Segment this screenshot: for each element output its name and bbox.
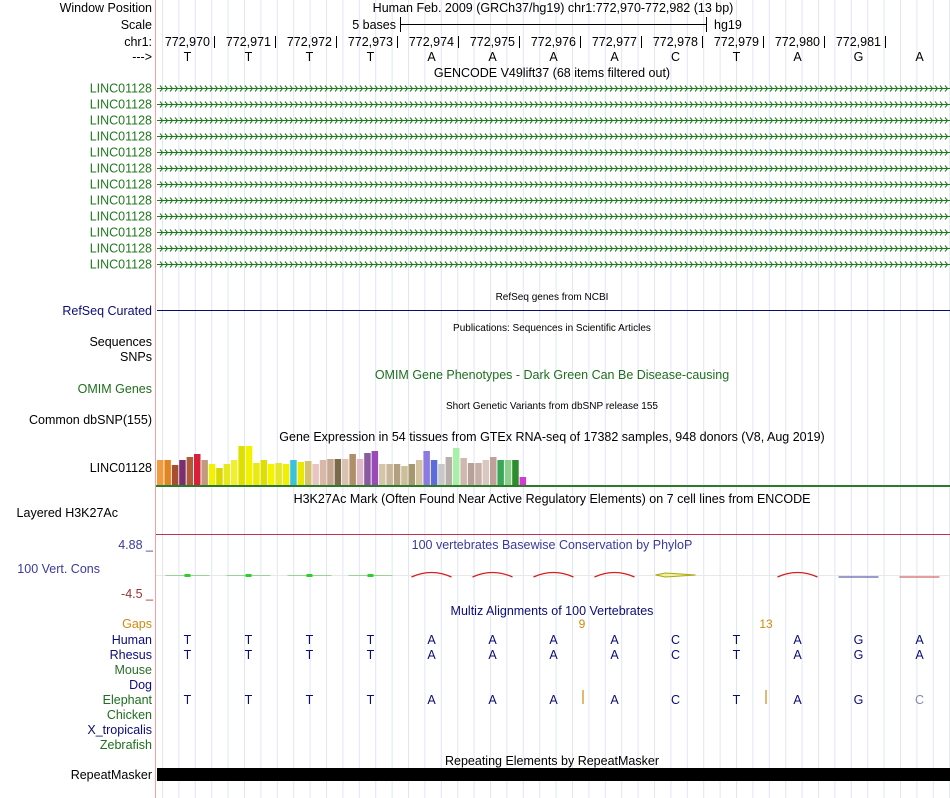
aligned-base: G bbox=[853, 693, 864, 707]
gencode-transcript[interactable] bbox=[157, 134, 950, 140]
cons-ymin: -4.5 _ bbox=[121, 587, 153, 601]
gtex-tissue-bar[interactable] bbox=[409, 464, 416, 485]
gtex-tissue-bar[interactable] bbox=[401, 466, 408, 485]
base-letter: G bbox=[853, 50, 864, 64]
ruler bbox=[165, 35, 886, 49]
ruler-position-label: 772,973 bbox=[347, 35, 393, 49]
gtex-label: LINC01128 bbox=[89, 461, 152, 475]
aligned-base: A bbox=[427, 693, 436, 707]
ruler-position-label: 772,977 bbox=[591, 35, 637, 49]
assembly-title: Human Feb. 2009 (GRCh37/hg19) chr1:772,970-772,982 (13 bp) bbox=[372, 1, 734, 15]
gencode-gene-label[interactable]: LINC01128 bbox=[89, 81, 152, 96]
gencode-gene-label[interactable]: LINC01128 bbox=[89, 97, 152, 112]
species-label: Elephant bbox=[102, 693, 152, 707]
gtex-tissue-bar[interactable] bbox=[179, 460, 186, 485]
cons-peak bbox=[368, 574, 374, 577]
gtex-bar-chart[interactable] bbox=[157, 446, 526, 485]
species-label: Rhesus bbox=[109, 648, 152, 662]
gtex-tissue-bar[interactable] bbox=[224, 464, 231, 485]
refseq-label: RefSeq Curated bbox=[62, 304, 152, 318]
gencode-gene-label[interactable]: LINC01128 bbox=[89, 241, 152, 256]
gencode-gene-label[interactable]: LINC01128 bbox=[89, 161, 152, 176]
ruler-position-label: 772,979 bbox=[713, 35, 759, 49]
species-label: Human bbox=[111, 633, 152, 647]
aligned-base: A bbox=[610, 633, 619, 647]
gencode-gene-label[interactable]: LINC01128 bbox=[89, 145, 152, 160]
gencode-transcript[interactable] bbox=[157, 230, 950, 236]
aligned-base: T bbox=[366, 633, 375, 647]
gtex-tissue-bar[interactable] bbox=[320, 460, 327, 485]
gencode-transcript[interactable] bbox=[157, 166, 950, 172]
gencode-title: GENCODE V49lift37 (68 items filtered out) bbox=[433, 66, 671, 80]
gaps-label: Gaps bbox=[122, 617, 152, 631]
gtex-tissue-bar[interactable] bbox=[187, 457, 194, 485]
repeatmasker-title: Repeating Elements by RepeatMasker bbox=[444, 754, 660, 768]
gtex-tissue-bar[interactable] bbox=[231, 460, 238, 485]
aligned-base: A bbox=[488, 648, 497, 662]
gtex-tissue-bar[interactable] bbox=[194, 454, 201, 485]
aligned-base: A bbox=[793, 648, 802, 662]
scale-text: 5 bases bbox=[352, 18, 396, 32]
aligned-base: C bbox=[914, 693, 925, 707]
base-letter: A bbox=[793, 50, 802, 64]
base-letter: A bbox=[549, 50, 558, 64]
cons-title: 100 vertebrates Basewise Conservation by PhyloP bbox=[411, 538, 693, 552]
aligned-base: T bbox=[305, 693, 314, 707]
gtex-tissue-bar[interactable] bbox=[468, 463, 475, 485]
gtex-tissue-bar[interactable] bbox=[349, 454, 356, 485]
gencode-transcript[interactable] bbox=[157, 246, 950, 252]
gencode-gene-label[interactable]: LINC01128 bbox=[89, 193, 152, 208]
gtex-tissue-bar[interactable] bbox=[386, 464, 393, 485]
omim-label: OMIM Genes bbox=[77, 382, 152, 396]
aligned-base: C bbox=[670, 648, 681, 662]
base-letter: A bbox=[488, 50, 497, 64]
aligned-base: A bbox=[488, 693, 497, 707]
gtex-tissue-bar[interactable] bbox=[483, 460, 490, 485]
gtex-tissue-bar[interactable] bbox=[379, 464, 386, 485]
gencode-gene-label[interactable]: LINC01128 bbox=[89, 225, 152, 240]
cons-peak bbox=[185, 574, 191, 577]
gtex-tissue-bar[interactable] bbox=[312, 464, 319, 485]
gtex-tissue-bar[interactable] bbox=[335, 459, 342, 485]
aligned-base: A bbox=[488, 633, 497, 647]
gtex-tissue-bar[interactable] bbox=[453, 448, 460, 485]
aligned-base: T bbox=[183, 693, 192, 707]
aligned-base: T bbox=[366, 648, 375, 662]
species-label: Chicken bbox=[106, 708, 152, 722]
aligned-base: A bbox=[793, 633, 802, 647]
aligned-base: G bbox=[853, 633, 864, 647]
base-letter: A bbox=[610, 50, 619, 64]
gtex-tissue-bar[interactable] bbox=[305, 461, 312, 485]
gtex-tissue-bar[interactable] bbox=[446, 457, 453, 485]
ruler-position-label: 772,970 bbox=[164, 35, 210, 49]
gtex-tissue-bar[interactable] bbox=[246, 446, 253, 485]
gencode-transcript[interactable] bbox=[157, 214, 950, 220]
gtex-tissue-bar[interactable] bbox=[164, 460, 171, 485]
gtex-title: Gene Expression in 54 tissues from GTEx RNA-seq of 17382 samples, 948 donors (V8, Aug 2019) bbox=[279, 430, 825, 444]
gtex-tissue-bar[interactable] bbox=[253, 463, 260, 485]
strand-label: ---> bbox=[132, 50, 152, 64]
dbsnp-label: Common dbSNP(155) bbox=[29, 413, 152, 427]
window-position-label: Window Position bbox=[59, 1, 152, 15]
gencode-transcript[interactable] bbox=[157, 262, 950, 268]
aligned-base: A bbox=[427, 633, 436, 647]
gtex-tissue-bar[interactable] bbox=[364, 453, 371, 485]
multiz-title: Multiz Alignments of 100 Vertebrates bbox=[450, 604, 654, 618]
gtex-tissue-bar[interactable] bbox=[460, 458, 467, 485]
gtex-tissue-bar[interactable] bbox=[283, 464, 290, 485]
gtex-tissue-bar[interactable] bbox=[423, 451, 430, 485]
gtex-tissue-bar[interactable] bbox=[261, 460, 268, 485]
species-label: X_tropicalis bbox=[87, 723, 152, 737]
publications-label: Sequences bbox=[89, 335, 152, 349]
cons-ymax: 4.88 _ bbox=[118, 538, 153, 552]
aligned-base: A bbox=[915, 633, 924, 647]
aligned-base: C bbox=[670, 633, 681, 647]
cons-arc bbox=[778, 573, 818, 578]
aligned-base: T bbox=[366, 693, 375, 707]
cons-peak bbox=[246, 574, 252, 577]
gencode-transcript[interactable] bbox=[157, 102, 950, 108]
ruler-position-label: 772,981 bbox=[835, 35, 881, 49]
species-label: Zebrafish bbox=[99, 738, 152, 752]
multiz-alignment[interactable] bbox=[184, 633, 925, 707]
gtex-tissue-bar[interactable] bbox=[201, 460, 208, 485]
gtex-tissue-bar[interactable] bbox=[268, 464, 275, 485]
aligned-base: T bbox=[244, 693, 253, 707]
base-letter: T bbox=[366, 50, 375, 64]
base-letter: T bbox=[732, 50, 741, 64]
gencode-gene-label[interactable]: LINC01128 bbox=[89, 129, 152, 144]
gtex-tissue-bar[interactable] bbox=[416, 460, 423, 485]
gtex-tissue-bar[interactable] bbox=[209, 464, 216, 485]
base-letter: C bbox=[670, 50, 681, 64]
aligned-base: T bbox=[732, 633, 741, 647]
base-letter: T bbox=[244, 50, 253, 64]
gencode-gene-label[interactable]: LINC01128 bbox=[89, 113, 152, 128]
aligned-base: A bbox=[427, 648, 436, 662]
ruler-position-label: 772,978 bbox=[652, 35, 698, 49]
aligned-base: T bbox=[732, 648, 741, 662]
repeatmasker-track[interactable] bbox=[157, 768, 950, 781]
aligned-base: T bbox=[244, 633, 253, 647]
dbsnp-title: Short Genetic Variants from dbSNP release 155 bbox=[446, 401, 658, 412]
aligned-base: T bbox=[732, 693, 741, 707]
gtex-tissue-bar[interactable] bbox=[357, 459, 364, 485]
cons-label: 100 Vert. Cons bbox=[17, 562, 100, 576]
gencode-gene-label[interactable]: LINC01128 bbox=[89, 209, 152, 224]
gtex-tissue-bar[interactable] bbox=[475, 463, 482, 485]
aligned-base: A bbox=[610, 648, 619, 662]
aligned-base: T bbox=[183, 648, 192, 662]
gtex-tissue-bar[interactable] bbox=[372, 451, 379, 485]
base-letter: T bbox=[183, 50, 192, 64]
gencode-transcript[interactable] bbox=[157, 86, 950, 92]
aligned-base: T bbox=[244, 648, 253, 662]
gencode-gene-label[interactable]: LINC01128 bbox=[89, 177, 152, 192]
base-letter: A bbox=[427, 50, 436, 64]
gencode-track[interactable] bbox=[157, 86, 950, 268]
aligned-base: T bbox=[183, 633, 192, 647]
gencode-transcript[interactable] bbox=[157, 150, 950, 156]
cons-arc bbox=[595, 573, 635, 578]
gtex-tissue-bar[interactable] bbox=[505, 460, 512, 485]
publications-title: Publications: Sequences in Scientific Articles bbox=[453, 323, 651, 334]
cons-arc bbox=[656, 573, 696, 577]
ruler-position-label: 772,971 bbox=[225, 35, 271, 49]
multiz-species-labels bbox=[87, 633, 152, 752]
h3k27ac-title: H3K27Ac Mark (Often Found Near Active Regulatory Elements) on 7 cell lines from ENCODE bbox=[293, 492, 811, 506]
cons-arc bbox=[412, 573, 452, 578]
gencode-transcript[interactable] bbox=[157, 198, 950, 204]
ruler-position-label: 772,980 bbox=[774, 35, 820, 49]
gtex-tissue-bar[interactable] bbox=[290, 460, 297, 485]
gtex-tissue-bar[interactable] bbox=[438, 464, 445, 485]
refseq-title: RefSeq genes from NCBI bbox=[495, 292, 609, 303]
ruler-position-label: 772,975 bbox=[469, 35, 515, 49]
scale-bar bbox=[400, 17, 707, 32]
aligned-base: A bbox=[549, 648, 558, 662]
gencode-transcript[interactable] bbox=[157, 182, 950, 188]
aligned-base: A bbox=[610, 693, 619, 707]
cons-peak bbox=[307, 574, 313, 577]
aligned-base: T bbox=[305, 633, 314, 647]
species-label: Dog bbox=[129, 678, 152, 692]
gtex-tissue-bar[interactable] bbox=[497, 460, 504, 485]
gtex-tissue-bar[interactable] bbox=[512, 460, 519, 485]
snps-label: SNPs bbox=[120, 350, 152, 364]
gtex-tissue-bar[interactable] bbox=[431, 460, 438, 485]
gtex-tissue-bar[interactable] bbox=[327, 459, 334, 485]
aligned-base: A bbox=[915, 648, 924, 662]
gencode-gene-label[interactable]: LINC01128 bbox=[89, 257, 152, 272]
aligned-base: G bbox=[853, 648, 864, 662]
omim-title: OMIM Gene Phenotypes - Dark Green Can Be Disease-causing bbox=[374, 368, 730, 382]
aligned-base: A bbox=[549, 693, 558, 707]
aligned-base: T bbox=[305, 648, 314, 662]
aligned-base: A bbox=[793, 693, 802, 707]
db-label: hg19 bbox=[714, 18, 742, 32]
aligned-base: A bbox=[549, 633, 558, 647]
scale-label: Scale bbox=[120, 18, 152, 32]
gtex-tissue-bar[interactable] bbox=[520, 477, 527, 485]
ruler-position-label: 772,972 bbox=[286, 35, 332, 49]
species-label: Mouse bbox=[114, 663, 152, 677]
ruler-position-label: 772,974 bbox=[408, 35, 454, 49]
gencode-transcript[interactable] bbox=[157, 118, 950, 124]
chrom-label: chr1: bbox=[124, 35, 152, 49]
gtex-tissue-bar[interactable] bbox=[238, 446, 245, 485]
gtex-tissue-bar[interactable] bbox=[342, 459, 349, 485]
aligned-base: C bbox=[670, 693, 681, 707]
gtex-tissue-bar[interactable] bbox=[216, 468, 223, 485]
conservation-track[interactable] bbox=[156, 573, 950, 578]
gtex-tissue-bar[interactable] bbox=[275, 463, 282, 485]
repeatmasker-label: RepeatMasker bbox=[70, 768, 152, 782]
base-letter: A bbox=[915, 50, 924, 64]
base-letter: T bbox=[305, 50, 314, 64]
gap-count: 13 bbox=[759, 617, 773, 631]
base-sequence bbox=[184, 50, 925, 64]
h3k27ac-label: Layered H3K27Ac bbox=[16, 506, 118, 520]
gtex-tissue-bar[interactable] bbox=[490, 457, 497, 485]
gtex-tissue-bar[interactable] bbox=[394, 464, 401, 485]
ruler-position-label: 772,976 bbox=[530, 35, 576, 49]
gtex-tissue-bar[interactable] bbox=[298, 462, 305, 485]
gencode-labels bbox=[90, 82, 152, 272]
gtex-tissue-bar[interactable] bbox=[172, 465, 179, 485]
gap-count: 9 bbox=[578, 617, 586, 631]
gtex-tissue-bar[interactable] bbox=[157, 460, 164, 485]
